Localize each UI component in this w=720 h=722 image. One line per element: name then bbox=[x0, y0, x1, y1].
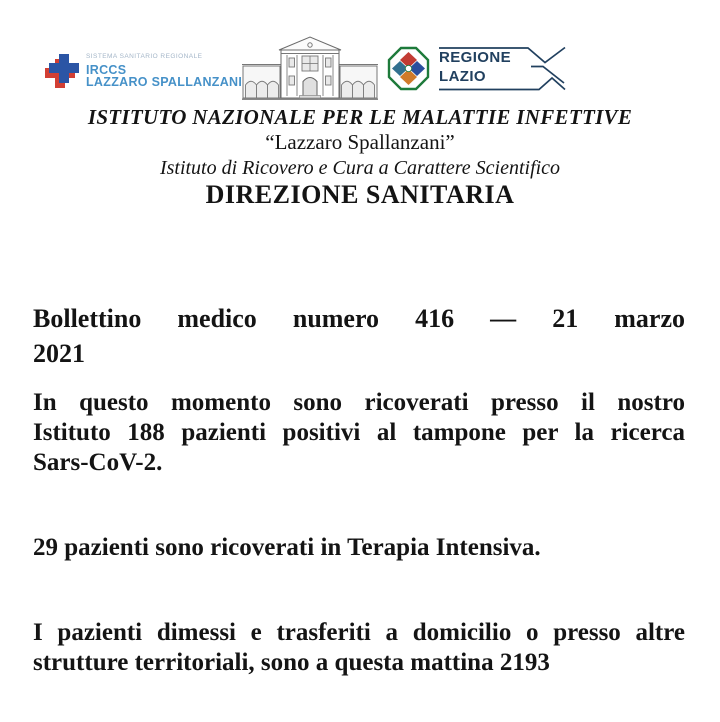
irccs-logo-text bbox=[86, 50, 242, 89]
bulletin-paragraph-ricoverati bbox=[33, 388, 685, 478]
ssr-system-label: SISTEMA SANITARIO REGIONALE bbox=[86, 53, 203, 60]
spallanzani-label: LAZZARO SPALLANZANI bbox=[86, 75, 243, 89]
paragraph-line: I pazienti dimessi e trasferiti a domicilio o presso altre bbox=[33, 619, 685, 646]
institute-subtitle: Istituto di Ricovero e Cura a Carattere Scientifico bbox=[159, 157, 561, 179]
ssr-cross-icon bbox=[45, 54, 79, 88]
irccs-logo bbox=[45, 50, 242, 89]
department-title: DIREZIONE SANITARIA bbox=[205, 180, 515, 209]
bulletin-body bbox=[33, 301, 685, 678]
institute-building-icon bbox=[242, 35, 378, 101]
regione-label: REGIONE bbox=[439, 49, 511, 66]
institute-header bbox=[0, 104, 720, 209]
header-logos bbox=[0, 0, 720, 110]
institute-title: ISTITUTO NAZIONALE PER LE MALATTIE INFETTIVE bbox=[87, 105, 633, 129]
regione-lazio-emblem-icon bbox=[387, 46, 430, 91]
bulletin-paragraph-dimessi bbox=[33, 618, 685, 678]
bulletin-paragraph-terapia-intensiva bbox=[33, 533, 685, 563]
regione-lazio-logo bbox=[387, 46, 567, 92]
lazio-label: LAZIO bbox=[439, 68, 486, 85]
institute-name: “Lazzaro Spallanzani” bbox=[265, 130, 455, 154]
regione-lazio-wordmark bbox=[435, 46, 567, 92]
bulletin-heading bbox=[33, 301, 685, 371]
bulletin-heading-line: Bollettino medico numero 416 — 21 marzo bbox=[33, 304, 685, 333]
irccs-label: IRCCS bbox=[86, 63, 127, 77]
paragraph-line: Istituto 188 pazienti positivi al tampone per la ricerca bbox=[33, 419, 685, 446]
paragraph-line: 29 pazienti sono ricoverati in Terapia Intensiva. bbox=[33, 534, 541, 561]
paragraph-line: strutture territoriali, sono a questa mattina 2193 bbox=[33, 649, 550, 676]
paragraph-line: Sars-CoV-2. bbox=[33, 449, 163, 476]
paragraph-line: In questo momento sono ricoverati presso il nostro bbox=[33, 389, 685, 416]
bulletin-heading-line: 2021 bbox=[33, 339, 85, 368]
